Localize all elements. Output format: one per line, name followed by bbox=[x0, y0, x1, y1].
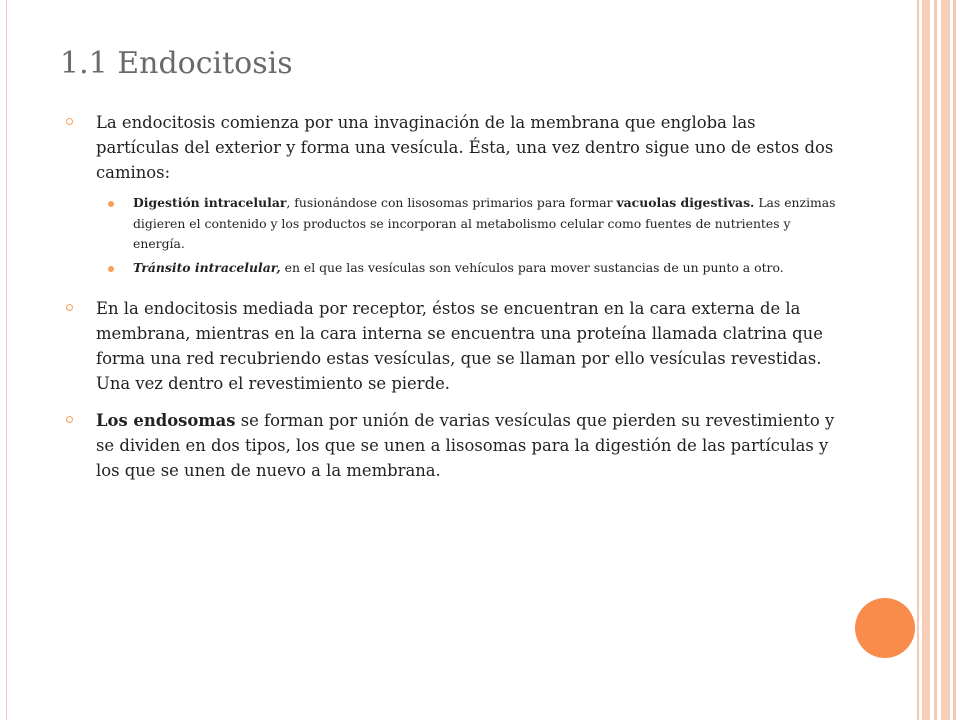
decor-stripe bbox=[934, 0, 937, 720]
subbullet-bold-term: vacuolas digestivas. bbox=[616, 195, 755, 210]
subbullet-text: Las enzimas digieren el contenido y los productos se incorporan al metabolismo celular como fuentes de nutrientes y energía. bbox=[133, 195, 836, 251]
bullet-text: En la endocitosis mediada por receptor, éstos se encuentran en la cara externa de la membrana, mientras en la cara interna se encuentra una proteína llamada clatrina que forma una red recubriendo estas vesículas, que se llaman por ello vesículas revestidas. Una vez dentro el revestimiento se pierde. bbox=[96, 299, 823, 393]
decor-circle bbox=[855, 598, 915, 658]
subbullet-dot-icon bbox=[108, 266, 114, 272]
subbullet-text: en el que las vesículas son vehículos para mover sustancias de un punto a otro. bbox=[280, 259, 784, 275]
subbullet-dot-icon bbox=[108, 201, 114, 207]
subbullet-item bbox=[96, 193, 836, 255]
bullet-item bbox=[66, 296, 836, 396]
bullet-text: La endocitosis comienza por una invaginación de la membrana que engloba las partículas del exterior y forma una vesícula. Ésta, una vez dentro sigue uno de estos dos caminos: bbox=[96, 113, 834, 182]
bullet-marker-icon bbox=[66, 416, 73, 423]
left-border-line bbox=[6, 0, 7, 720]
decor-stripe bbox=[922, 0, 930, 720]
bullet-marker-icon bbox=[66, 304, 73, 311]
slide-title: 1.1 Endocitosis bbox=[60, 46, 293, 81]
subbullet-bold-italic-term: Tránsito intracelular, bbox=[133, 259, 281, 275]
bullet-item bbox=[66, 110, 836, 185]
subbullet-bold-term: Digestión intracelular bbox=[133, 195, 287, 210]
subbullet-item bbox=[96, 258, 836, 279]
bullet-text: se forman por unión de varias vesículas que pierden su revestimiento y se dividen en dos tipos, los que se unen a lisosomas para la digestión de las partículas y los que se unen de nuevo a la membrana. bbox=[96, 411, 835, 480]
slide-content bbox=[66, 110, 836, 495]
decor-stripe bbox=[941, 0, 950, 720]
decor-stripe bbox=[953, 0, 956, 720]
bullet-item bbox=[66, 408, 836, 483]
bullet-marker-icon bbox=[66, 118, 73, 125]
subbullet-text: , fusionándose con lisosomas primarios para formar bbox=[286, 195, 617, 210]
subbullet-list bbox=[66, 193, 836, 278]
bullet-bold-term: Los endosomas bbox=[96, 411, 236, 430]
decor-stripe bbox=[917, 0, 919, 720]
